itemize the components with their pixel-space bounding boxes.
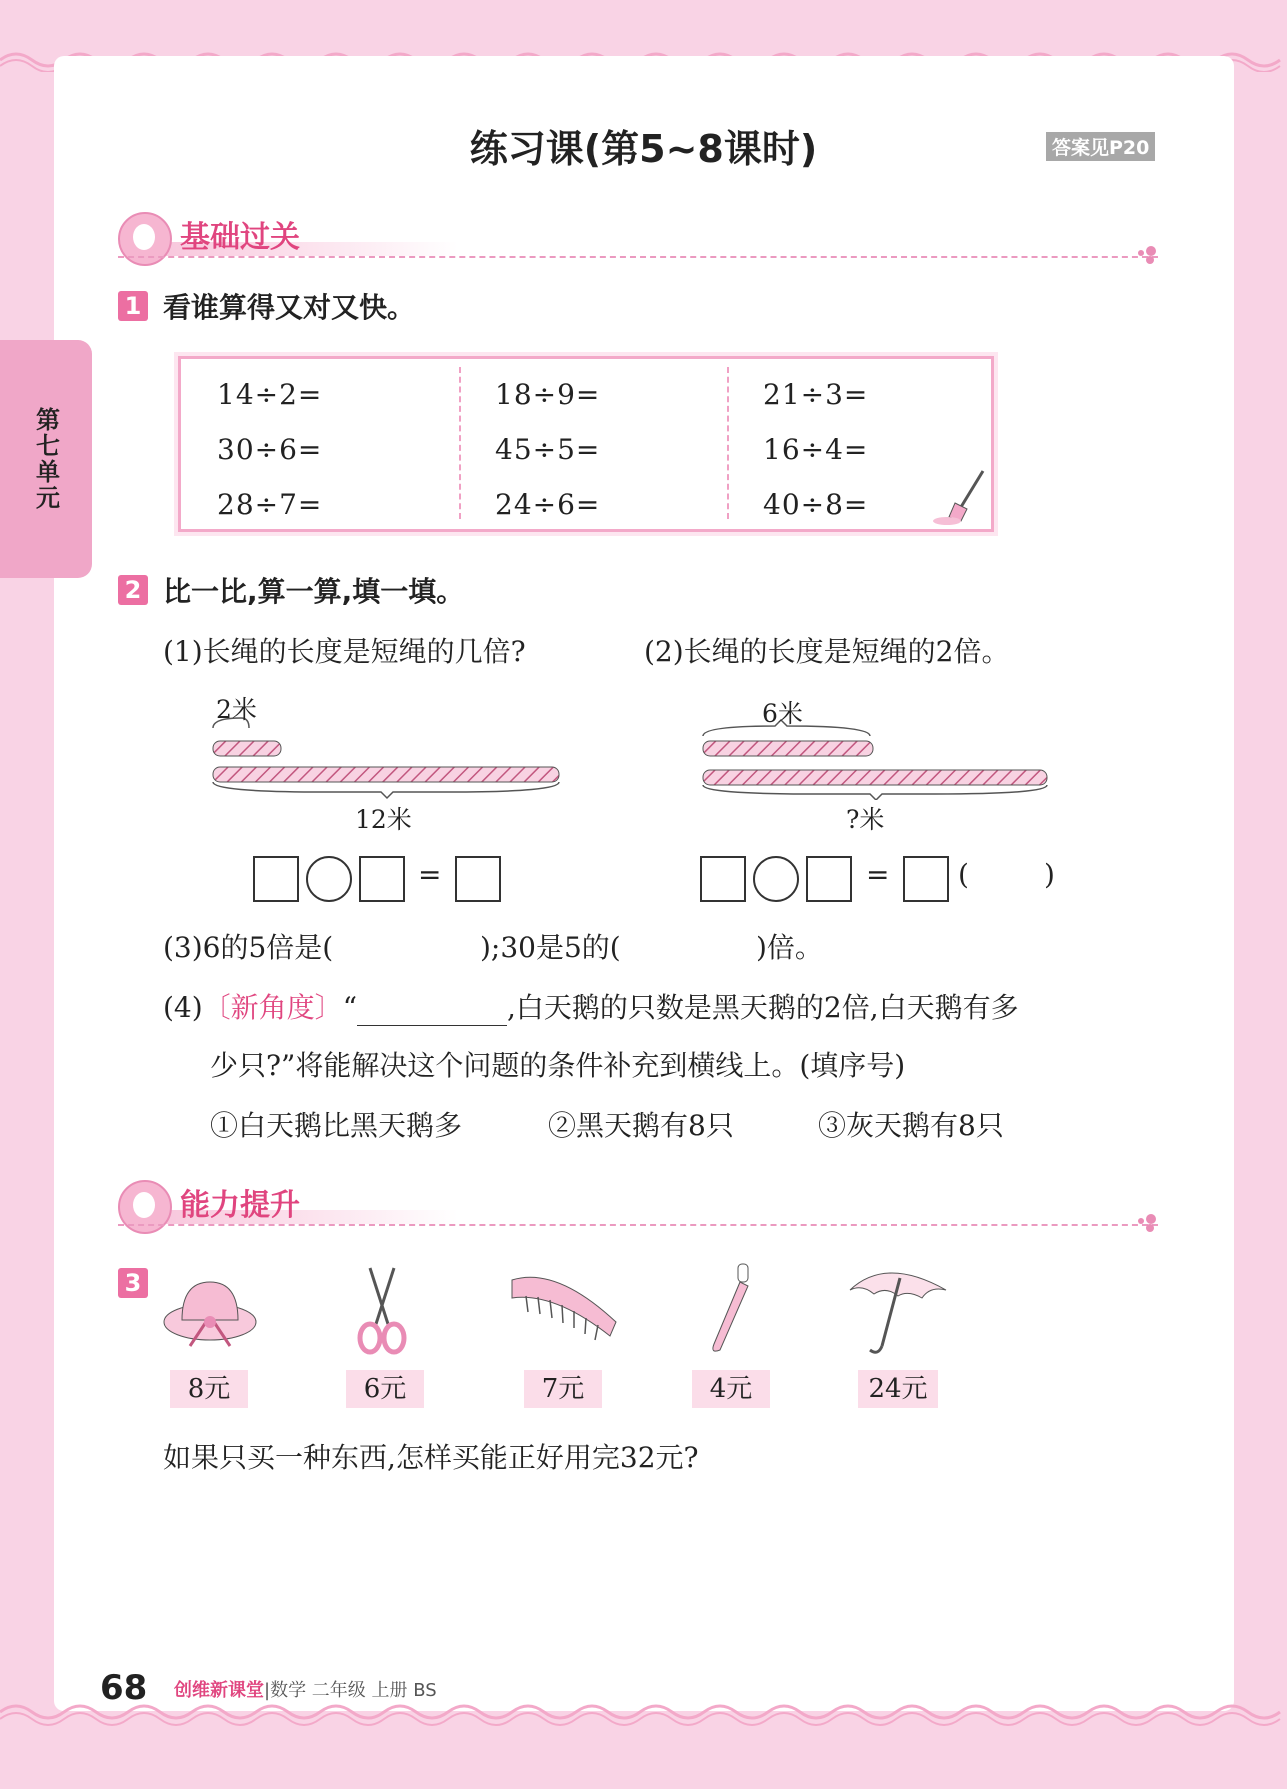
question-prompt: 比一比,算一算,填一填。 — [163, 575, 465, 608]
bottom-wavy-border — [0, 1704, 1287, 1728]
option-1: ①白天鹅比黑天鹅多 — [210, 1109, 463, 1142]
answer-box[interactable] — [806, 856, 852, 902]
comb-icon — [506, 1266, 622, 1350]
price-tag: 6元 — [346, 1370, 424, 1408]
unit-paren-open: ( — [958, 858, 969, 891]
sub-question-4-text: 少只?”将能解决这个问题的条件补充到横线上。(填序号) — [210, 1049, 906, 1082]
sub-question-3-part: );30是5的( — [480, 931, 621, 964]
umbrella-icon — [846, 1262, 950, 1358]
option-2: ②黑天鹅有8只 — [548, 1109, 734, 1142]
rope-diagram-2 — [695, 690, 1065, 800]
equals-sign: = — [866, 858, 890, 891]
calc-item: 16÷4= — [763, 433, 869, 466]
operator-circle[interactable] — [306, 856, 352, 902]
option-3: ③灰天鹅有8只 — [818, 1109, 1004, 1142]
section-title: 能力提升 — [180, 1188, 300, 1223]
toothbrush-icon — [700, 1262, 760, 1358]
book-info: |数学 二年级 上册 BS — [264, 1680, 437, 1701]
answer-box[interactable] — [359, 856, 405, 902]
new-angle-tag: 〔新角度〕 — [202, 991, 343, 1024]
brand-name: 创维新课堂 — [174, 1680, 264, 1701]
scissors-icon — [352, 1264, 412, 1358]
calc-column — [763, 367, 868, 532]
calc-column — [217, 367, 322, 532]
unit-label: 第七单元 — [31, 407, 60, 511]
column-divider — [459, 367, 461, 519]
calc-item: 28÷7= — [217, 488, 323, 521]
footer-info — [174, 1676, 437, 1702]
section-header-basic — [118, 206, 1158, 266]
sub-question-4-text: ,白天鹅的只数是黑天鹅的2倍,白天鹅有多 — [507, 991, 1019, 1024]
calc-item: 21÷3= — [763, 378, 869, 411]
calc-item: 45÷5= — [495, 433, 601, 466]
calc-item: 18÷9= — [495, 378, 601, 411]
fill-blank[interactable] — [650, 924, 750, 960]
unit-paren-close: ) — [1044, 858, 1055, 891]
price-tag: 4元 — [692, 1370, 770, 1408]
short-rope-label: 2米 — [216, 695, 257, 724]
dots-decoration-icon — [1138, 1214, 1158, 1234]
calculation-box — [178, 356, 994, 532]
calc-item: 24÷6= — [495, 488, 601, 521]
answer-box[interactable] — [455, 856, 501, 902]
section-header-advanced — [118, 1174, 1158, 1234]
question-text: 如果只买一种东西,怎样买能正好用完32元? — [163, 1441, 699, 1474]
dots-decoration-icon — [1138, 246, 1158, 266]
calc-item: 14÷2= — [217, 378, 323, 411]
answer-box[interactable] — [700, 856, 746, 902]
sub-question-2: (2)长绳的长度是短绳的2倍。 — [644, 635, 1010, 668]
sub-question-3-part: )倍。 — [756, 931, 823, 964]
answer-box[interactable] — [903, 856, 949, 902]
price-tag: 7元 — [524, 1370, 602, 1408]
long-rope-label: 12米 — [355, 805, 412, 834]
calc-column — [495, 367, 600, 532]
page-number: 68 — [100, 1668, 148, 1708]
question-number: 3 — [118, 1268, 148, 1298]
open-quote: “ — [342, 991, 358, 1024]
calc-item: 40÷8= — [763, 488, 869, 521]
operator-circle[interactable] — [753, 856, 799, 902]
hat-icon — [160, 1274, 260, 1354]
sub-question-3-part: (3)6的5倍是( — [163, 931, 334, 964]
sub-question-4 — [163, 986, 1019, 1026]
unit-side-tab — [0, 340, 92, 578]
short-rope-label: 6米 — [762, 699, 803, 728]
section-title: 基础过关 — [180, 220, 300, 255]
question-prompt: 看谁算得又对又快。 — [163, 291, 416, 324]
equals-sign: = — [418, 858, 442, 891]
price-tag: 24元 — [858, 1370, 938, 1408]
sub-question-1: (1)长绳的长度是短绳的几倍? — [163, 635, 526, 668]
fill-blank[interactable] — [376, 924, 476, 960]
price-tag: 8元 — [170, 1370, 248, 1408]
answer-box[interactable] — [253, 856, 299, 902]
question-number: 2 — [118, 575, 148, 605]
unit-blank[interactable] — [978, 856, 1048, 898]
question-number: 1 — [118, 291, 148, 321]
column-divider — [727, 367, 729, 519]
page-title: 练习课(第5~8课时) — [469, 127, 818, 171]
rope-diagram-1 — [205, 690, 575, 800]
calc-item: 30÷6= — [217, 433, 323, 466]
paintbrush-icon — [931, 467, 989, 525]
sub-question-4-number: (4) — [163, 991, 203, 1024]
answer-reference-badge: 答案见P20 — [1046, 132, 1155, 161]
condition-blank[interactable] — [357, 997, 507, 1026]
long-rope-label: ?米 — [846, 805, 885, 834]
